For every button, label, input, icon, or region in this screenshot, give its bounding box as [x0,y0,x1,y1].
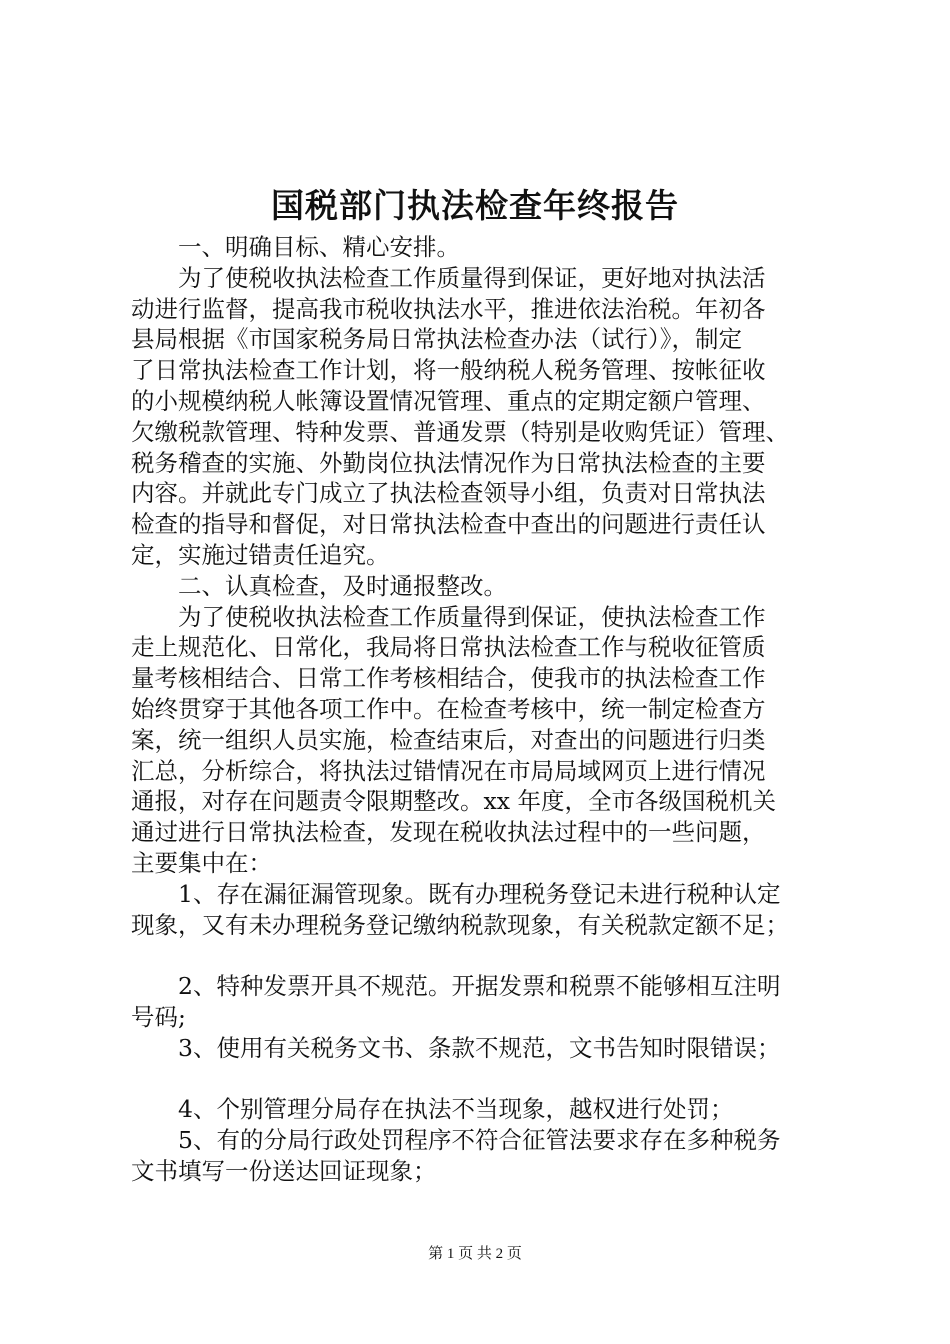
text-line: 二、认真检查，及时通报整改。 [178,571,507,600]
text-line: 号码; [131,1002,186,1031]
text-line: 通报，对存在问题责令限期整改。xx 年度，全市各级国税机关 [131,787,776,816]
text-line: 案，统一组织人员实施，检查结束后，对查出的问题进行归类 [131,725,766,754]
text-line: 县局根据《市国家税务局日常执法检查办法（试行）》，制定 [131,325,742,354]
text-line: 内容。并就此专门成立了执法检查领导小组，负责对日常执法 [131,479,766,508]
text-line: 4、个别管理分局存在执法不当现象，越权进行处罚； [178,1095,734,1124]
text-line: 动进行监督，提高我市税收执法水平，推进依法治税。年初各 [131,294,766,323]
text-line: 汇总，分析综合，将执法过错情况在市局局域网页上进行情况 [131,756,766,785]
text-line: 5、有的分局行政处罚程序不符合征管法要求存在多种税务 [178,1126,781,1155]
document-body [131,232,853,1187]
blank-line [131,940,853,971]
text-line: 一、明确目标、精心安排。 [178,233,460,261]
text-line: 税务稽查的实施、外勤岗位执法情况作为日常执法检查的主要 [131,448,766,477]
text-line: 通过进行日常执法检查，发现在税收执法过程中的一些问题， [131,818,766,847]
page-footer: 第 1 页 共 2 页 [428,1246,522,1262]
text-line: 1、存在漏征漏管现象。既有办理税务登记未进行税种认定 [178,879,781,908]
text-line: 的小规模纳税人帐簿设置情况管理、重点的定期定额户管理、 [131,386,766,415]
text-line: 了日常执法检查工作计划，将一般纳税人税务管理、按帐征收 [131,356,766,385]
text-line: 2、特种发票开具不规范。开据发票和税票不能够相互注明 [178,972,781,1001]
text-line: 3、使用有关税务文书、条款不规范，文书告知时限错误； [178,1033,781,1062]
text-line: 定，实施过错责任追究。 [131,540,390,569]
blank-line [131,1064,853,1095]
text-line: 主要集中在： [131,848,272,877]
text-line: 走上规范化、日常化，我局将日常执法检查工作与税收征管质 [131,633,766,662]
text-line: 始终贯穿于其他各项工作中。在检查考核中，统一制定检查方 [131,694,766,723]
text-line: 为了使税收执法检查工作质量得到保证，使执法检查工作 [178,602,766,631]
text-line: 文书填写一份送达回证现象； [131,1156,437,1185]
text-line: 现象，又有未办理税务登记缴纳税款现象，有关税款定额不足； [131,910,789,939]
text-line: 量考核相结合、日常工作考核相结合，使我市的执法检查工作 [131,664,766,693]
document-title: 国税部门执法检查年终报告 [271,186,679,225]
text-line: 欠缴税款管理、特种发票、普通发票（特别是收购凭证）管理、 [131,417,789,446]
text-line: 检查的指导和督促，对日常执法检查中查出的问题进行责任认 [131,510,766,539]
text-line: 为了使税收执法检查工作质量得到保证，更好地对执法活 [178,263,766,292]
